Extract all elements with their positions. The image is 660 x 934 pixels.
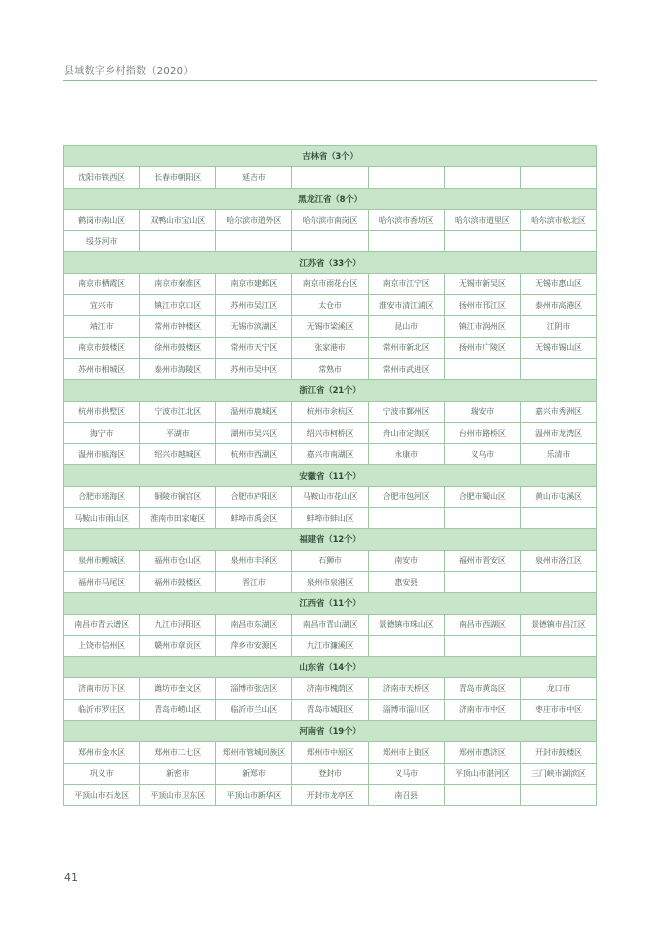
empty-cell <box>368 635 444 656</box>
province-header-row <box>64 657 597 678</box>
county-cell: 张家港市 <box>292 337 368 358</box>
table-row <box>64 273 597 294</box>
empty-cell <box>444 167 520 188</box>
county-cell: 绍兴市柯桥区 <box>292 422 368 443</box>
empty-cell <box>444 571 520 592</box>
county-cell: 济南市历下区 <box>64 678 140 699</box>
county-cell: 泰州市高港区 <box>520 295 596 316</box>
table-row <box>64 401 597 422</box>
empty-cell <box>140 231 216 252</box>
county-cell: 宜兴市 <box>64 295 140 316</box>
table-row <box>64 444 597 465</box>
county-cell: 徐州市鼓楼区 <box>140 337 216 358</box>
county-cell: 南京市栖霞区 <box>64 273 140 294</box>
county-cell: 南昌市青山湖区 <box>292 614 368 635</box>
table-row <box>64 337 597 358</box>
county-cell: 九江市浔阳区 <box>140 614 216 635</box>
county-cell: 淮南市田家庵区 <box>140 508 216 529</box>
county-cell: 永康市 <box>368 444 444 465</box>
county-cell: 泰州市海陵区 <box>140 358 216 379</box>
province-header: 吉林省（3个） <box>64 146 597 167</box>
county-cell: 青岛市崂山区 <box>140 699 216 720</box>
county-cell: 枣庄市市中区 <box>520 699 596 720</box>
empty-cell <box>520 784 596 805</box>
empty-cell <box>292 167 368 188</box>
county-cell: 泉州市泉港区 <box>292 571 368 592</box>
county-cell: 三门峡市湖滨区 <box>520 763 596 784</box>
county-cell: 常州市新北区 <box>368 337 444 358</box>
county-cell: 马鞍山市雨山区 <box>64 508 140 529</box>
county-cell: 泉州市丰泽区 <box>216 550 292 571</box>
province-header-row <box>64 529 597 550</box>
county-cell: 哈尔滨市道里区 <box>444 209 520 230</box>
province-header-row <box>64 252 597 273</box>
county-cell: 赣州市章贡区 <box>140 635 216 656</box>
county-cell: 福州市仓山区 <box>140 550 216 571</box>
county-cell: 湖州市吴兴区 <box>216 422 292 443</box>
table-row <box>64 763 597 784</box>
county-cell: 平顶山市新华区 <box>216 784 292 805</box>
county-cell: 青岛市黄岛区 <box>444 678 520 699</box>
county-cell: 温州市龙湾区 <box>520 422 596 443</box>
county-cell: 铜陵市铜官区 <box>140 486 216 507</box>
county-cell: 无锡市锡山区 <box>520 337 596 358</box>
county-cell: 巩义市 <box>64 763 140 784</box>
empty-cell <box>368 231 444 252</box>
county-cell: 嘉兴市秀洲区 <box>520 401 596 422</box>
county-cell: 惠安县 <box>368 571 444 592</box>
table-row <box>64 295 597 316</box>
county-cell: 杭州市余杭区 <box>292 401 368 422</box>
county-cell: 新郑市 <box>216 763 292 784</box>
county-cell: 福州市马尾区 <box>64 571 140 592</box>
empty-cell <box>292 231 368 252</box>
county-cell: 义马市 <box>368 763 444 784</box>
empty-cell <box>520 571 596 592</box>
table-row <box>64 784 597 805</box>
empty-cell <box>368 167 444 188</box>
empty-cell <box>216 231 292 252</box>
county-cell: 南京市秦淮区 <box>140 273 216 294</box>
county-cell: 景德镇市昌江区 <box>520 614 596 635</box>
county-cell: 无锡市梁溪区 <box>292 316 368 337</box>
county-cell: 淄博市张店区 <box>216 678 292 699</box>
county-cell: 苏州市吴中区 <box>216 358 292 379</box>
province-header: 江西省（11个） <box>64 593 597 614</box>
county-cell: 南京市鼓楼区 <box>64 337 140 358</box>
county-cell: 淄博市淄川区 <box>368 699 444 720</box>
county-cell: 瑞安市 <box>444 401 520 422</box>
county-cell: 无锡市新吴区 <box>444 273 520 294</box>
province-header-row <box>64 593 597 614</box>
county-cell: 常州市钟楼区 <box>140 316 216 337</box>
county-cell: 临沂市兰山区 <box>216 699 292 720</box>
county-cell: 温州市瓯海区 <box>64 444 140 465</box>
county-cell: 马鞍山市花山区 <box>292 486 368 507</box>
county-cell: 镇江市京口区 <box>140 295 216 316</box>
county-cell: 宁波市江北区 <box>140 401 216 422</box>
table-row <box>64 316 597 337</box>
empty-cell <box>520 231 596 252</box>
province-header: 山东省（14个） <box>64 657 597 678</box>
table-row <box>64 231 597 252</box>
table-row <box>64 358 597 379</box>
county-cell: 平湖市 <box>140 422 216 443</box>
county-cell: 南京市江宁区 <box>368 273 444 294</box>
county-cell: 南昌市西湖区 <box>444 614 520 635</box>
county-cell: 黄山市屯溪区 <box>520 486 596 507</box>
county-cell: 上饶市信州区 <box>64 635 140 656</box>
empty-cell <box>444 231 520 252</box>
table-row <box>64 422 597 443</box>
county-cell: 杭州市拱墅区 <box>64 401 140 422</box>
county-cell: 晋江市 <box>216 571 292 592</box>
county-cell: 靖江市 <box>64 316 140 337</box>
county-cell: 义乌市 <box>444 444 520 465</box>
county-cell: 九江市濂溪区 <box>292 635 368 656</box>
county-cell: 登封市 <box>292 763 368 784</box>
county-cell: 绥芬河市 <box>64 231 140 252</box>
table-row <box>64 678 597 699</box>
county-cell: 长春市朝阳区 <box>140 167 216 188</box>
empty-cell <box>520 635 596 656</box>
table-row <box>64 508 597 529</box>
table-row <box>64 635 597 656</box>
county-cell: 苏州市吴江区 <box>216 295 292 316</box>
county-cell: 合肥市瑶海区 <box>64 486 140 507</box>
county-cell: 江阴市 <box>520 316 596 337</box>
empty-cell <box>368 508 444 529</box>
province-header-row <box>64 188 597 209</box>
county-cell: 太仓市 <box>292 295 368 316</box>
province-header-row <box>64 465 597 486</box>
empty-cell <box>444 784 520 805</box>
county-cell: 蚌埠市蚌山区 <box>292 508 368 529</box>
county-cell: 鹤岗市南山区 <box>64 209 140 230</box>
page-number: 41 <box>64 871 78 884</box>
county-cell: 郑州市上街区 <box>368 742 444 763</box>
county-cell: 龙口市 <box>520 678 596 699</box>
county-cell: 扬州市广陵区 <box>444 337 520 358</box>
county-cell: 南京市雨花台区 <box>292 273 368 294</box>
county-cell: 哈尔滨市香坊区 <box>368 209 444 230</box>
county-cell: 郑州市惠济区 <box>444 742 520 763</box>
county-cell: 嘉兴市南湖区 <box>292 444 368 465</box>
county-cell: 郑州市管城回族区 <box>216 742 292 763</box>
province-header: 黑龙江省（8个） <box>64 188 597 209</box>
county-cell: 常州市天宁区 <box>216 337 292 358</box>
county-cell: 双鸭山市宝山区 <box>140 209 216 230</box>
county-table-container <box>63 145 597 806</box>
empty-cell <box>444 358 520 379</box>
county-cell: 常州市武进区 <box>368 358 444 379</box>
county-cell: 济南市槐荫区 <box>292 678 368 699</box>
empty-cell <box>520 167 596 188</box>
county-cell: 温州市鹿城区 <box>216 401 292 422</box>
county-cell: 南昌市青云谱区 <box>64 614 140 635</box>
county-cell: 郑州市二七区 <box>140 742 216 763</box>
county-cell: 乐清市 <box>520 444 596 465</box>
county-cell: 杭州市西湖区 <box>216 444 292 465</box>
county-cell: 郑州市金水区 <box>64 742 140 763</box>
county-cell: 合肥市蜀山区 <box>444 486 520 507</box>
county-cell: 济南市天桥区 <box>368 678 444 699</box>
empty-cell <box>520 508 596 529</box>
county-cell: 常熟市 <box>292 358 368 379</box>
table-row <box>64 486 597 507</box>
county-cell: 平顶山市湛河区 <box>444 763 520 784</box>
county-cell: 哈尔滨市南岗区 <box>292 209 368 230</box>
county-cell: 宁波市鄞州区 <box>368 401 444 422</box>
county-cell: 福州市晋安区 <box>444 550 520 571</box>
county-cell: 沈阳市铁西区 <box>64 167 140 188</box>
county-cell: 哈尔滨市松北区 <box>520 209 596 230</box>
province-header: 福建省（12个） <box>64 529 597 550</box>
province-header: 河南省（19个） <box>64 721 597 742</box>
county-cell: 潍坊市奎文区 <box>140 678 216 699</box>
county-cell: 南召县 <box>368 784 444 805</box>
header-divider <box>63 80 597 81</box>
county-cell: 蚌埠市禹会区 <box>216 508 292 529</box>
county-cell: 舟山市定海区 <box>368 422 444 443</box>
county-cell: 南昌市东湖区 <box>216 614 292 635</box>
county-table <box>63 145 597 806</box>
county-cell: 合肥市包河区 <box>368 486 444 507</box>
county-cell: 福州市鼓楼区 <box>140 571 216 592</box>
county-cell: 泉州市洛江区 <box>520 550 596 571</box>
empty-cell <box>444 635 520 656</box>
county-cell: 海宁市 <box>64 422 140 443</box>
province-header-row <box>64 721 597 742</box>
running-title: 县域数字乡村指数（2020） <box>64 66 194 77</box>
county-cell: 济南市市中区 <box>444 699 520 720</box>
county-cell: 哈尔滨市道外区 <box>216 209 292 230</box>
county-cell: 泉州市鲤城区 <box>64 550 140 571</box>
county-cell: 镇江市润州区 <box>444 316 520 337</box>
empty-cell <box>520 358 596 379</box>
county-cell: 石狮市 <box>292 550 368 571</box>
county-cell: 昆山市 <box>368 316 444 337</box>
county-cell: 绍兴市越城区 <box>140 444 216 465</box>
county-cell: 临沂市罗庄区 <box>64 699 140 720</box>
county-cell: 开封市鼓楼区 <box>520 742 596 763</box>
empty-cell <box>444 508 520 529</box>
table-row <box>64 167 597 188</box>
province-header-row <box>64 146 597 167</box>
county-cell: 萍乡市安源区 <box>216 635 292 656</box>
province-header: 浙江省（21个） <box>64 380 597 401</box>
county-cell: 南安市 <box>368 550 444 571</box>
province-header: 安徽省（11个） <box>64 465 597 486</box>
table-row <box>64 742 597 763</box>
county-cell: 景德镇市珠山区 <box>368 614 444 635</box>
county-cell: 合肥市庐阳区 <box>216 486 292 507</box>
table-row <box>64 699 597 720</box>
table-row <box>64 550 597 571</box>
county-cell: 新密市 <box>140 763 216 784</box>
county-cell: 台州市路桥区 <box>444 422 520 443</box>
province-header-row <box>64 380 597 401</box>
county-cell: 扬州市邗江区 <box>444 295 520 316</box>
county-cell: 苏州市相城区 <box>64 358 140 379</box>
table-row <box>64 571 597 592</box>
province-header: 江苏省（33个） <box>64 252 597 273</box>
county-cell: 无锡市惠山区 <box>520 273 596 294</box>
county-cell: 平顶山市卫东区 <box>140 784 216 805</box>
county-cell: 南京市建邺区 <box>216 273 292 294</box>
county-table-body <box>64 146 597 806</box>
county-cell: 平顶山市石龙区 <box>64 784 140 805</box>
county-cell: 延吉市 <box>216 167 292 188</box>
county-cell: 开封市龙亭区 <box>292 784 368 805</box>
table-row <box>64 209 597 230</box>
table-row <box>64 614 597 635</box>
county-cell: 淮安市清江浦区 <box>368 295 444 316</box>
county-cell: 郑州市中原区 <box>292 742 368 763</box>
county-cell: 无锡市滨湖区 <box>216 316 292 337</box>
county-cell: 青岛市城阳区 <box>292 699 368 720</box>
